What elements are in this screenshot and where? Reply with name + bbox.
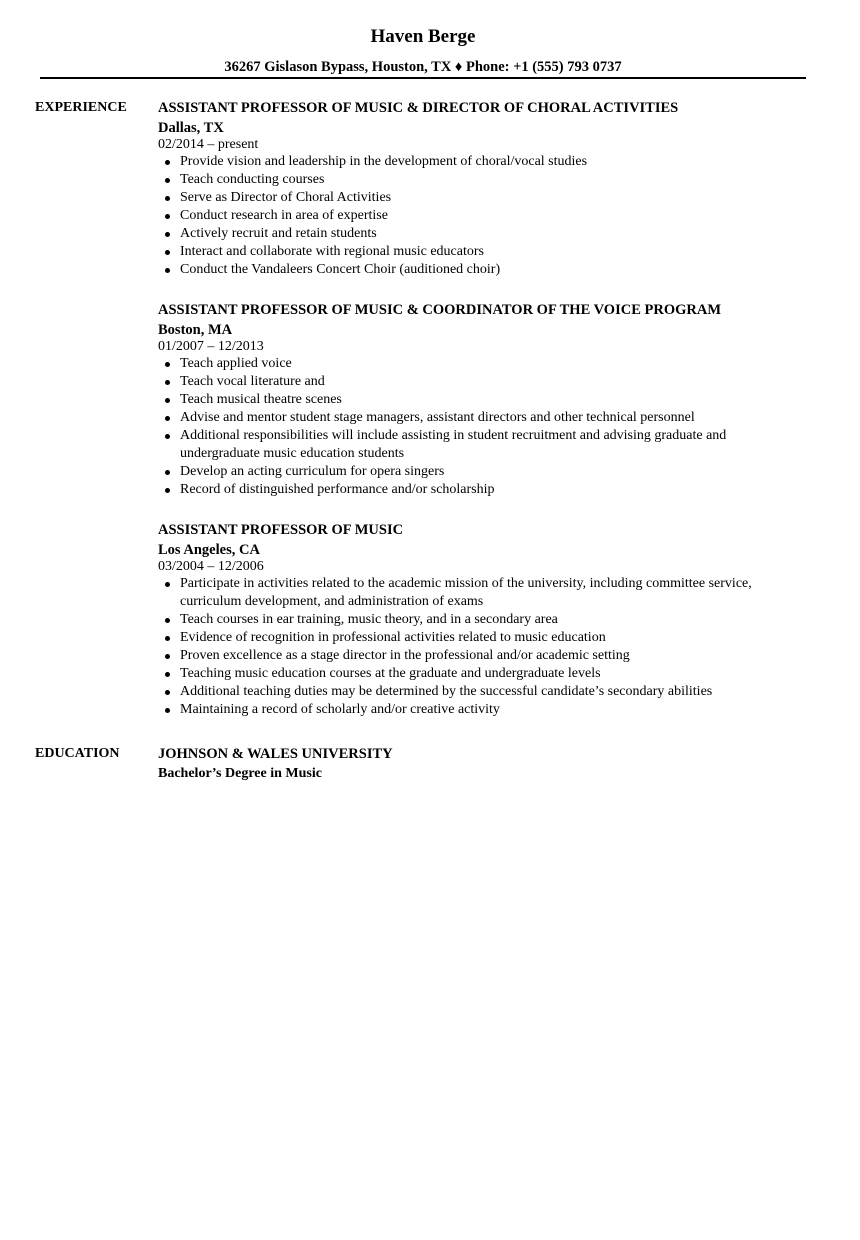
- contact-line: 36267 Gislason Bypass, Houston, TX ♦ Phone: +1 (555) 793 0737: [224, 59, 622, 75]
- job-location: Boston, MA: [158, 322, 233, 338]
- duty-item: Evidence of recognition in professional activities related to music education: [158, 629, 808, 647]
- job-location: Dallas, TX: [158, 120, 224, 136]
- job-title: ASSISTANT PROFESSOR OF MUSIC & COORDINATOR OF THE VOICE PROGRAM: [158, 302, 722, 318]
- job-location: Los Angeles, CA: [158, 542, 260, 558]
- duty-item: Teach courses in ear training, music theory, and in a secondary area: [158, 611, 808, 629]
- duty-item: Record of distinguished performance and/or scholarship: [158, 481, 808, 499]
- duty-item: Teaching music education courses at the graduate and undergraduate levels: [158, 665, 808, 683]
- job-duties-list: [158, 153, 808, 279]
- duty-item: Provide vision and leadership in the development of choral/vocal studies: [158, 153, 808, 171]
- job-dates: 03/2004 – 12/2006: [158, 559, 264, 574]
- duty-item: Teach applied voice: [158, 355, 808, 373]
- education-body: [158, 745, 808, 783]
- job-entry: [158, 99, 808, 279]
- duty-item: Serve as Director of Choral Activities: [158, 189, 808, 207]
- duty-item: Teach musical theatre scenes: [158, 391, 808, 409]
- job-dates: 02/2014 – present: [158, 137, 259, 152]
- duty-item: Conduct research in area of expertise: [158, 207, 808, 225]
- duty-item: Maintaining a record of scholarly and/or creative activity: [158, 701, 808, 719]
- duty-item: Develop an acting curriculum for opera singers: [158, 463, 808, 481]
- duty-item: Teach conducting courses: [158, 171, 808, 189]
- job-entry: [158, 521, 808, 719]
- job-dates: 01/2007 – 12/2013: [158, 339, 264, 354]
- degree-name: Bachelor’s Degree in Music: [158, 766, 322, 781]
- section-label-experience: EXPERIENCE: [35, 100, 127, 115]
- job-title: ASSISTANT PROFESSOR OF MUSIC: [158, 522, 404, 538]
- duty-item: Advise and mentor student stage managers, assistant directors and other technical personnel: [158, 409, 808, 427]
- duty-item: Actively recruit and retain students: [158, 225, 808, 243]
- header-divider: [40, 77, 806, 79]
- duty-item: Teach vocal literature and: [158, 373, 808, 391]
- job-entry: [158, 301, 808, 499]
- section-label-education: EDUCATION: [35, 746, 120, 761]
- duty-item: Participate in activities related to the academic mission of the university, including committee service, curriculum development, and administration of exams: [158, 575, 808, 611]
- job-duties-list: [158, 575, 808, 719]
- job-duties-list: [158, 355, 808, 499]
- duty-item: Proven excellence as a stage director in the professional and/or academic setting: [158, 647, 808, 665]
- duty-item: Additional teaching duties may be determined by the successful candidate’s secondary abilities: [158, 683, 808, 701]
- job-title: ASSISTANT PROFESSOR OF MUSIC & DIRECTOR OF CHORAL ACTIVITIES: [158, 100, 679, 116]
- duty-item: Conduct the Vandaleers Concert Choir (auditioned choir): [158, 261, 808, 279]
- experience-body: [158, 99, 808, 741]
- school-name: JOHNSON & WALES UNIVERSITY: [158, 746, 393, 762]
- duty-item: Interact and collaborate with regional music educators: [158, 243, 808, 261]
- duty-item: Additional responsibilities will include assisting in student recruitment and advising graduate and undergraduate music education students: [158, 427, 808, 463]
- candidate-name: Haven Berge: [370, 26, 476, 47]
